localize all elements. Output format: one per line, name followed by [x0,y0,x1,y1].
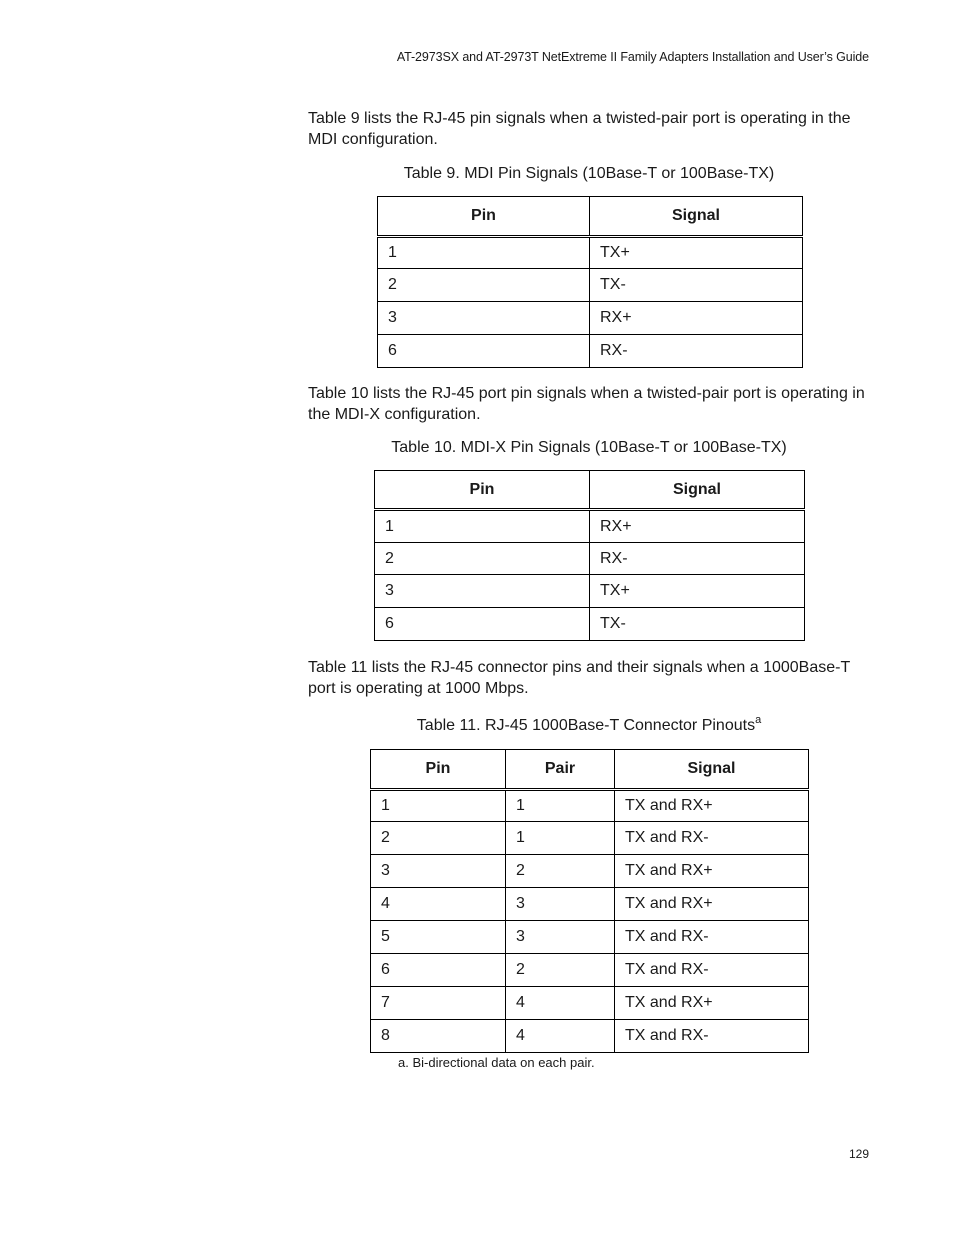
table-row [378,237,803,269]
table10-header-row [375,471,805,510]
table-row [375,543,805,575]
table9-header-signal: Signal [590,197,803,237]
footnote-marker: a [755,714,762,726]
table11-pin-cell: 2 [371,822,506,855]
table-row [371,954,809,987]
table10-pin-cell: 6 [375,608,590,641]
table-row [371,855,809,888]
table10-pin-cell: 2 [375,543,590,575]
table10-pin-cell: 3 [375,575,590,608]
table11-signal-cell: TX and RX- [615,822,809,855]
table11-header-row [371,750,809,790]
running-header: AT-2973SX and AT-2973T NetExtreme II Family Adapters Installation and User’s Guide [396,50,869,64]
table9-caption: Table 9. MDI Pin Signals (10Base-T or 100Base-TX) [403,165,775,182]
table11-signal-cell: TX and RX+ [615,987,809,1020]
table10-signal-cell: RX+ [590,510,805,543]
table9-pin-cell: 1 [378,237,590,269]
table11-footnote: a. Bi-directional data on each pair. [398,1055,595,1070]
table10-signal-cell: TX+ [590,575,805,608]
table10-header-signal: Signal [590,471,805,510]
table-row [371,790,809,822]
table11-pin-cell: 4 [371,888,506,921]
table11-pin-cell: 6 [371,954,506,987]
table10-header-pin: Pin [375,471,590,510]
table11-signal-cell: TX and RX- [615,954,809,987]
table10-signal-cell: RX- [590,543,805,575]
table11-intro-paragraph: Table 11 lists the RJ-45 connector pins and their signals when a 1000Base-T port is operating at 1000 Mbps. [308,659,850,697]
table10-mdix-pin-signals [374,470,805,641]
table11-pair-cell: 1 [506,790,615,822]
table9-intro-paragraph: Table 9 lists the RJ-45 pin signals when a twisted-pair port is operating in the MDI configuration. [308,110,851,148]
table-row [375,575,805,608]
page-number: 129 [848,1147,869,1161]
table11-pair-cell: 2 [506,954,615,987]
table11-caption [370,714,808,735]
table11-pin-cell: 5 [371,921,506,954]
table9-header-row [378,197,803,237]
table11-pin-cell: 3 [371,855,506,888]
table11-header-signal: Signal [615,750,809,790]
table11-pin-cell: 1 [371,790,506,822]
table-row [378,335,803,368]
table10-caption: Table 10. MDI-X Pin Signals (10Base-T or 100Base-TX) [391,439,787,456]
table-row [371,888,809,921]
table-row [375,510,805,543]
table11-header-pair: Pair [506,750,615,790]
table-row [378,269,803,302]
table9-mdi-pin-signals [377,196,803,368]
table9-pin-cell: 6 [378,335,590,368]
table-row [371,921,809,954]
table11-signal-cell: TX and RX- [615,1020,809,1053]
table10-pin-cell: 1 [375,510,590,543]
table-row [375,608,805,641]
table11-connector-pinouts [370,749,809,1053]
table11-pair-cell: 3 [506,921,615,954]
table11-caption-text: Table 11. RJ-45 1000Base-T Connector Pinouts [416,717,756,734]
table10-signal-cell: TX- [590,608,805,641]
table11-header-pin: Pin [371,750,506,790]
table-row [371,822,809,855]
table11-signal-cell: TX and RX- [615,921,809,954]
table9-header-pin: Pin [378,197,590,237]
table9-signal-cell: RX- [590,335,803,368]
table9-signal-cell: RX+ [590,302,803,335]
table9-pin-cell: 3 [378,302,590,335]
table11-pair-cell: 3 [506,888,615,921]
table-row [371,1020,809,1053]
table9-pin-cell: 2 [378,269,590,302]
table9-signal-cell: TX+ [590,237,803,269]
table11-signal-cell: TX and RX+ [615,888,809,921]
table11-signal-cell: TX and RX+ [615,790,809,822]
table9-signal-cell: TX- [590,269,803,302]
table10-intro-paragraph: Table 10 lists the RJ-45 port pin signals when a twisted-pair port is operating in the MDI-X configuration. [308,385,865,423]
table11-pair-cell: 4 [506,987,615,1020]
table11-pin-cell: 8 [371,1020,506,1053]
table-row [371,987,809,1020]
table11-pair-cell: 1 [506,822,615,855]
table11-pair-cell: 2 [506,855,615,888]
table11-pair-cell: 4 [506,1020,615,1053]
table11-signal-cell: TX and RX+ [615,855,809,888]
table11-pin-cell: 7 [371,987,506,1020]
table-row [378,302,803,335]
